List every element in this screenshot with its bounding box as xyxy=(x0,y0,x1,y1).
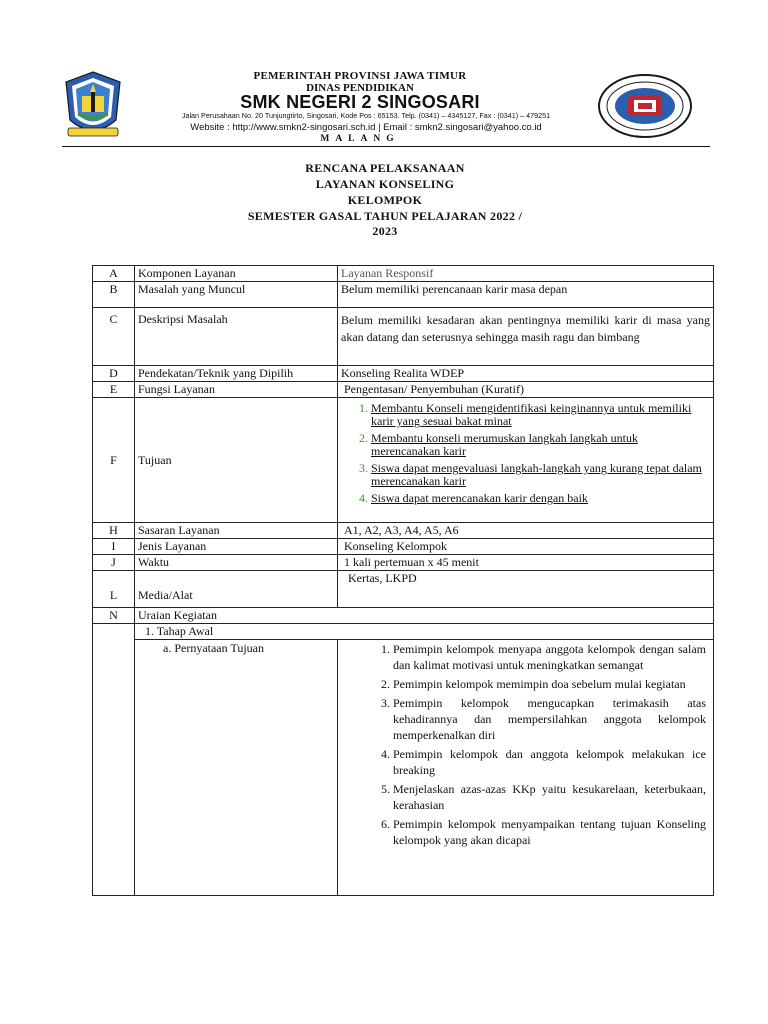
row-label: Komponen Layanan xyxy=(135,266,338,282)
goals-list xyxy=(341,402,710,505)
row-code-empty xyxy=(93,624,135,896)
list-item: 4. Siswa dapat merencanakan karir dengan baik xyxy=(371,492,710,505)
row-value: Konseling Kelompok xyxy=(338,539,714,555)
list-item: 1. Membantu Konseli mengidentifikasi keinginannya untuk memiliki karir yang sesuai bakat minat xyxy=(371,402,710,428)
table-row xyxy=(93,640,714,896)
row-code: N xyxy=(93,608,135,624)
stage-title: 1. Tahap Awal xyxy=(135,624,714,640)
row-label: Fungsi Layanan xyxy=(135,382,338,398)
list-item: 5. Menjelaskan azas-azas KKp yaitu kesukarelaan, keterbukaan, kerahasian xyxy=(393,781,706,813)
doc-title-line3: KELOMPOK xyxy=(347,193,423,207)
row-label: Jenis Layanan xyxy=(135,539,338,555)
doc-title-line4: SEMESTER GASAL TAHUN PELAJARAN 2022 / xyxy=(247,209,523,223)
list-item: 1. Pemimpin kelompok menyapa anggota kelompok dengan salam dan kalimat motivasi untuk meningkatkan semangat xyxy=(393,641,706,673)
row-label: Masalah yang Muncul xyxy=(135,282,338,308)
table-row xyxy=(93,539,714,555)
list-item: 6. Pemimpin kelompok menyampaikan tentang tujuan Konseling kelompok yang akan dicapai xyxy=(393,816,706,848)
stage-subtitle: a. Pernyataan Tujuan xyxy=(135,640,338,896)
header-school-name: SMK NEGERI 2 SINGOSARI xyxy=(240,92,480,112)
list-item: 2. Pemimpin kelompok memimpin doa sebelum mulai kegiatan xyxy=(393,676,706,692)
header-web-email: Website : http://www.smkn2-singosari.sch.id | Email : smkn2.singosari@yahoo.co.id xyxy=(190,122,542,133)
table-row xyxy=(93,624,714,640)
row-code: F xyxy=(93,398,135,523)
goals-cell xyxy=(338,398,714,523)
row-value: Layanan Responsif xyxy=(338,266,714,282)
plan-table xyxy=(92,265,714,896)
list-item: 4. Pemimpin kelompok dan anggota kelompok melakukan ice breaking xyxy=(393,746,706,778)
doc-title-line2: LAYANAN KONSELING xyxy=(315,177,455,191)
table-row xyxy=(93,571,714,608)
row-value: Pengentasan/ Penyembuhan (Kuratif) xyxy=(338,382,714,398)
row-value: Belum memiliki perencanaan karir masa depan xyxy=(338,282,714,308)
table-row xyxy=(93,366,714,382)
row-value: Belum memiliki kesadaran akan pentingnya memiliki karir di masa yang akan datang dan seterusnya sehingga masih ragu dan bimbang xyxy=(338,308,714,366)
table-row xyxy=(93,555,714,571)
steps-list xyxy=(341,641,710,848)
row-label: Deskripsi Masalah xyxy=(135,308,338,366)
steps-cell xyxy=(338,640,714,896)
list-item: 2. Membantu konseli merumuskan langkah langkah untuk merencanakan karir xyxy=(371,432,710,458)
header-address: Jalan Perusahaan No. 20 Tunjungtirto, Singosari, Kode Pos : 65153. Telp. (0341) – 4345127, Fax : (0341) – 479251 xyxy=(181,111,551,120)
table-row xyxy=(93,398,714,523)
row-code: E xyxy=(93,382,135,398)
header-divider xyxy=(62,146,710,147)
row-label: Media/Alat xyxy=(135,571,338,608)
row-code: A xyxy=(93,266,135,282)
row-code: H xyxy=(93,523,135,539)
row-label: Pendekatan/Teknik yang Dipilih xyxy=(135,366,338,382)
school-emblem-icon xyxy=(598,74,692,138)
row-code: J xyxy=(93,555,135,571)
table-row xyxy=(93,382,714,398)
row-value: Kertas, LKPD xyxy=(338,571,714,608)
header-city: MALANG xyxy=(320,134,400,144)
row-label: Waktu xyxy=(135,555,338,571)
row-label: Sasaran Layanan xyxy=(135,523,338,539)
doc-title-line1: RENCANA PELAKSANAAN xyxy=(305,161,465,175)
row-value: Konseling Realita WDEP xyxy=(338,366,714,382)
row-label: Tujuan xyxy=(135,398,338,523)
doc-title-line5: 2023 xyxy=(372,224,398,238)
row-label: Uraian Kegiatan xyxy=(135,608,714,624)
row-code: I xyxy=(93,539,135,555)
header-department: DINAS PENDIDIKAN xyxy=(306,82,414,94)
row-code: C xyxy=(93,308,135,366)
row-code: L xyxy=(93,571,135,608)
table-row xyxy=(93,266,714,282)
list-item: 3. Pemimpin kelompok mengucapkan terimakasih atas kehadirannya dan mempersilahkan anggota kelompok memperkenalkan diri xyxy=(393,695,706,743)
header-government: PEMERINTAH PROVINSI JAWA TIMUR xyxy=(253,70,467,82)
row-value: 1 kali pertemuan x 45 menit xyxy=(338,555,714,571)
east-java-crest-icon xyxy=(62,70,124,142)
table-row xyxy=(93,308,714,366)
table-row xyxy=(93,608,714,624)
list-item: 3. Siswa dapat mengevaluasi langkah-langkah yang kurang tepat dalam merencanakan karir xyxy=(371,462,710,488)
table-row xyxy=(93,523,714,539)
row-code: D xyxy=(93,366,135,382)
row-value: A1, A2, A3, A4, A5, A6 xyxy=(338,523,714,539)
table-row xyxy=(93,282,714,308)
row-code: B xyxy=(93,282,135,308)
